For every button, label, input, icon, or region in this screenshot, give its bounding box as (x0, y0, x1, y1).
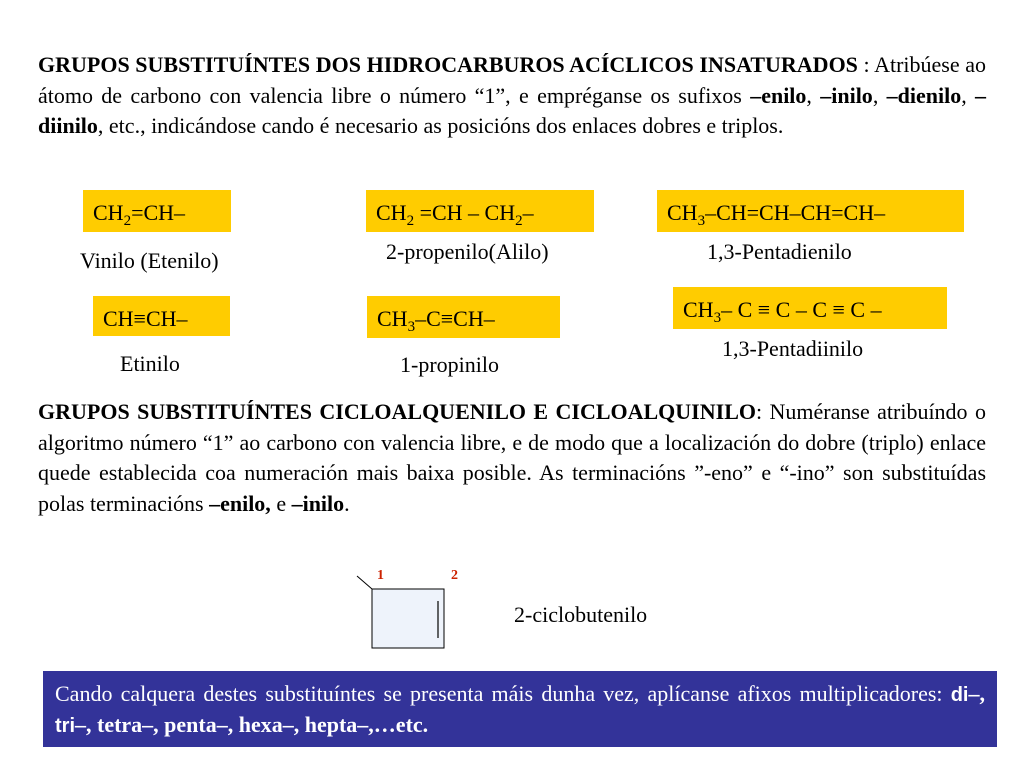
label-pentadienilo: 1,3-Pentadienilo (707, 239, 852, 264)
cyclo-paragraph (38, 397, 986, 519)
separator: , (806, 82, 821, 108)
suffix-enilo: –enilo (750, 82, 807, 108)
suffix-enilo: –enilo, (209, 490, 271, 516)
conjunction: e (270, 490, 292, 516)
label-ciclobutenilo: 2-ciclobutenilo (514, 602, 648, 627)
carbon-number-2: 2 (451, 568, 458, 583)
label-pentadiinilo: 1,3-Pentadiinilo (722, 336, 864, 361)
suffix-inilo: –inilo (291, 490, 345, 516)
intro-paragraph (38, 50, 986, 142)
carbon-number-1: 1 (377, 568, 384, 583)
free-valence-bond (357, 576, 372, 589)
note-text: Cando calquera destes substituíntes se presenta máis dunha vez, aplícanse afixos multiplicadores: (55, 681, 951, 706)
section1-text-b: , etc., indicándose cando é necesario as posicións dos enlaces dobres e triplos. (97, 113, 784, 138)
period: . (344, 490, 350, 516)
formula-box-vinilo: $CH_2=CH-$ (83, 190, 231, 232)
label-propenilo: 2-propenilo(Alilo) (386, 239, 549, 264)
prefix-list: –, tetra–, penta–, hexa–, hepta–,…etc. (75, 712, 429, 737)
section2-text-a: : Numéranse atribuíndo o algoritmo número “1” ao carbono con valencia libre, e de modo que a localización do dobre (triplo) enlace quede establecida coa numeración mais baixa posible. As terminacións ”-eno” e “-ino” son substituídas polas terminacións (38, 399, 986, 516)
separator: , (872, 82, 887, 108)
formula-box-pentadiinilo: $CH_3-$ C ≡ C – C ≡ C – (673, 287, 947, 329)
suffix-inilo: –inilo (820, 82, 873, 108)
label-etinilo: Etinilo (120, 351, 180, 376)
multiplier-note (43, 671, 997, 747)
label-propinilo: 1-propinilo (400, 352, 499, 377)
suffix-dienilo: –dienilo (886, 82, 962, 108)
cyclobutene-ring (372, 589, 444, 648)
formula-box-etinilo: CH≡CH– (93, 296, 230, 336)
separator: –, (968, 681, 985, 706)
cyclobutenyl-structure (355, 572, 465, 654)
prefix-di: di (950, 684, 969, 706)
prefix-tri: tri (55, 715, 75, 737)
formula-box-propinilo: $CH_3-C\equiv CH-$ (367, 296, 560, 338)
formula-box-propenilo: $CH_2 =CH - CH_2-$ (366, 190, 594, 232)
suffix-diinilo: –diinilo (38, 82, 987, 138)
section1-heading: GRUPOS SUBSTITUÍNTES DOS HIDROCARBUROS ACÍCLICOS INSATURADOS (38, 52, 858, 77)
section1-text-a: : Atribúese ao átomo de carbono con valencia libre o número “1”, e empréganse os sufixos (38, 52, 986, 108)
separator: , (961, 82, 976, 108)
label-vinilo: Vinilo (Etenilo) (80, 248, 219, 273)
formula-box-pentadienilo: $CH_3-CH=CH-CH=CH-$ (657, 190, 964, 232)
section2-heading: GRUPOS SUBSTITUÍNTES CICLOALQUENILO E CICLOALQUINILO (38, 399, 756, 424)
